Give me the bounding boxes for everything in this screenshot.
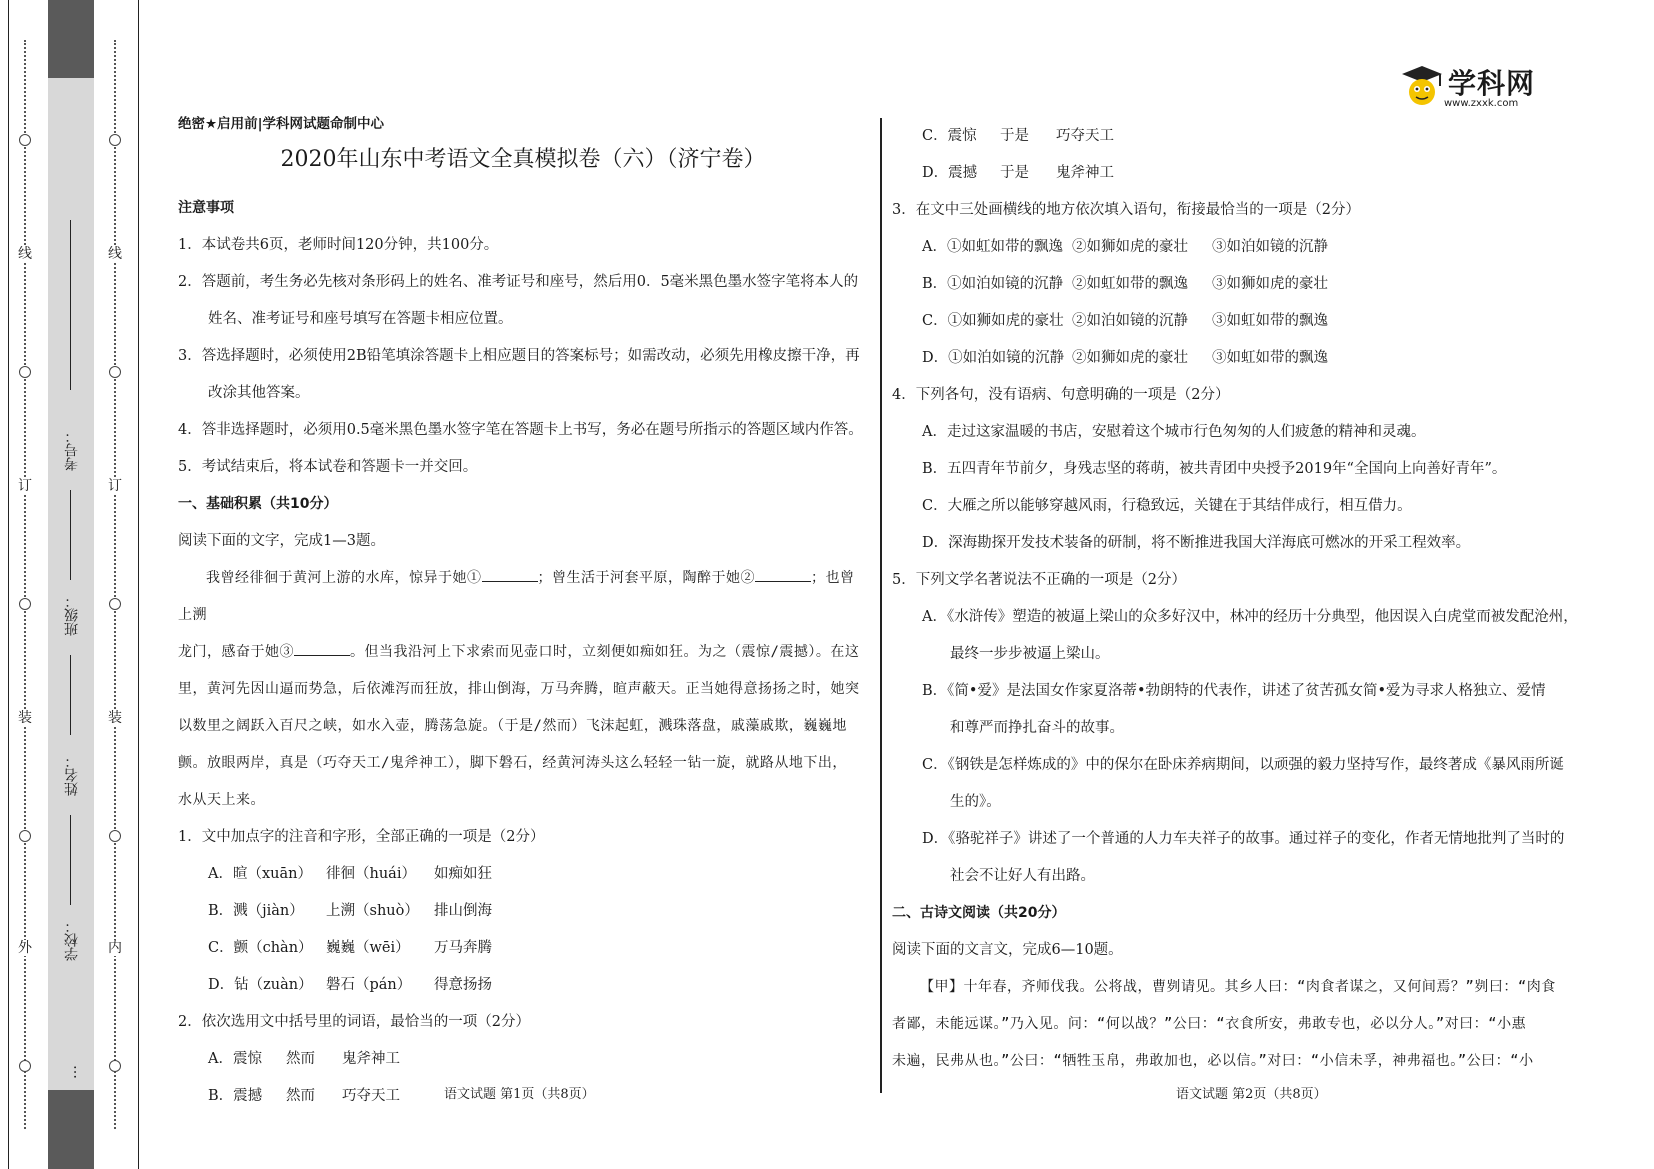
- passage-line: 颤。放眼两岸，真是（巧夺天工/鬼斧神工），脚下磐石，经黄河涛头这么轻轻一钻一旋，就路从地下出，: [178, 755, 847, 771]
- notice-item-cont: 姓名、准考证号和座号填写在答题卡相应位置。: [208, 311, 513, 327]
- answer-option[interactable]: A．走过这家温暖的书店，安慰着这个城市行色匆匆的人们疲惫的精神和灵魂。: [922, 424, 1426, 440]
- answer-option[interactable]: C．大雁之所以能够穿越风雨，行稳致远，关键在于其结伴成行，相互借力。: [922, 498, 1412, 514]
- question-stem: 4．下列各句，没有语病、句意明确的一项是（2分）: [892, 387, 1230, 403]
- secret-header: 绝密★启用前|学科网试题命制中心: [178, 116, 385, 132]
- read-instruction: 阅读下面的文字，完成1—3题。: [178, 533, 385, 549]
- answer-option[interactable]: A．①如虹如带的飘逸 ②如狮如虎的豪壮 ③如泊如镜的沉静: [922, 239, 1328, 255]
- binding-border-inner: [138, 0, 139, 1169]
- class-label: 班级：: [64, 594, 80, 636]
- answer-option[interactable]: C．①如狮如虎的豪壮 ②如泊如镜的沉静 ③如虹如带的飘逸: [922, 313, 1328, 329]
- cut-char-wai: 外: [18, 940, 32, 956]
- page-footer: 语文试题 第2页（共8页）: [1176, 1087, 1327, 1102]
- circle-mark: [19, 830, 31, 842]
- answer-option[interactable]: D．钻（zuàn） 磐石（pán） 得意扬扬: [208, 977, 492, 993]
- blank-1[interactable]: [482, 565, 538, 582]
- circle-mark: [19, 134, 31, 146]
- question-stem: 1．文中加点字的注音和字形，全部正确的一项是（2分）: [178, 829, 545, 845]
- passage-line: 里，黄河先因山逼而势急，后依滩泻而狂放，排山倒海，万马奔腾，暄声蔽天。正当她得意扬扬之时，她突: [178, 681, 860, 697]
- cut-char-xian: 线: [18, 246, 32, 262]
- answer-option[interactable]: B．《简•爱》是法国女作家夏洛蒂•勃朗特的代表作，讲述了贫苦孤女简•爱为寻求人格独立、爱情: [922, 683, 1546, 699]
- answer-option[interactable]: D．深海勘探开发技术装备的研制，将不断推进我国大洋海底可燃冰的开采工程效率。: [922, 535, 1471, 551]
- outer-cut-line: [24, 40, 26, 1129]
- circle-mark: [109, 134, 121, 146]
- answer-option[interactable]: B．震撼 然而 巧夺天工: [208, 1088, 400, 1104]
- answer-option-cont: 最终一步步被逼上梁山。: [950, 646, 1110, 662]
- left-page: [178, 110, 868, 1115]
- answer-option[interactable]: D．①如泊如镜的沉静 ②如狮如虎的豪壮 ③如虹如带的飘逸: [922, 350, 1328, 366]
- blank-2[interactable]: [755, 565, 811, 582]
- class-line[interactable]: [70, 490, 71, 580]
- notice-item-cont: 改涂其他答案。: [208, 385, 310, 401]
- answer-option[interactable]: B．五四青年节前夕，身残志坚的蒋萌，被共青团中央授予2019年“全国向上向善好青年”。: [922, 461, 1507, 477]
- circle-mark: [19, 1060, 31, 1072]
- section-heading: 二、古诗文阅读（共20分）: [892, 905, 1066, 921]
- binding-margin: [0, 0, 140, 1169]
- answer-option[interactable]: C．震惊 于是 巧夺天工: [922, 128, 1114, 144]
- passage-line: 我曾经徘徊于黄河上游的水库，惊异于她① ；曾生活于河套平原，陶醉于她② ；也曾上溯: [178, 560, 868, 634]
- strip-dark-bottom: [48, 1090, 94, 1169]
- inner-cut-line: [114, 40, 116, 1129]
- strip-dark-top: [48, 0, 94, 78]
- notice-heading: 注意事项: [178, 200, 234, 216]
- notice-item: 4．答非选择题时，必须用0.5毫米黑色墨水签字笔在答题卡上书写，务必在题号所指示的答题区域内作答。: [178, 422, 863, 438]
- answer-option[interactable]: C．颤（chàn） 巍巍（wēi） 万马奔腾: [208, 940, 492, 956]
- cut-char-zhuang: 装: [108, 710, 122, 726]
- classical-line: 【甲】十年春，齐师伐我。公将战，曹刿请见。其乡人曰：“肉食者谋之，又何间焉？”刿曰：“肉食: [920, 979, 1556, 995]
- circle-mark: [109, 366, 121, 378]
- question-stem: 5．下列文学名著说法不正确的一项是（2分）: [892, 572, 1186, 588]
- cut-char-ding: 订: [108, 478, 122, 494]
- page-divider: [880, 118, 882, 1093]
- logo-url: www.zxxk.com: [1444, 98, 1519, 109]
- school-line[interactable]: [70, 815, 71, 905]
- cut-char-zhuang: 装: [18, 710, 32, 726]
- question-stem: 2．依次选用文中括号里的词语，最恰当的一项（2分）: [178, 1014, 530, 1030]
- cut-char-nei: 内: [108, 940, 122, 956]
- name-line[interactable]: [70, 655, 71, 735]
- answer-option-cont: 生的》。: [950, 794, 1001, 810]
- school-label: 学校：: [64, 919, 80, 961]
- cut-char-xian: 线: [108, 246, 122, 262]
- passage-line: 以数里之阔跃入百尺之峡，如水入壶，腾荡急旋。（于是/然而）飞沫起虹，溅珠落盘，戚藻戚欺，巍巍地: [178, 718, 847, 734]
- cut-char-ding: 订: [18, 478, 32, 494]
- page-title: 2020年山东中考语文全真模拟卷（六）（济宁卷）: [280, 147, 766, 172]
- answer-option[interactable]: D．《骆驼祥子》讲述了一个普通的人力车夫祥子的故事。通过祥子的变化，作者无情地批判了当时的: [922, 831, 1565, 847]
- notice-item: 2．答题前，考生务必先核对条形码上的姓名、准考证号和座号，然后用0．5毫米黑色墨水签字笔将本人的: [178, 274, 859, 290]
- notice-item: 1．本试卷共6页，老师时间120分钟，共100分。: [178, 237, 499, 253]
- right-page: [892, 118, 1582, 1080]
- answer-option[interactable]: B．溅（jiàn） 上溯（shuò） 排山倒海: [208, 903, 492, 919]
- blank-3[interactable]: [294, 639, 350, 656]
- answer-option[interactable]: B．①如泊如镜的沉静 ②如虹如带的飘逸 ③如狮如虎的豪壮: [922, 276, 1328, 292]
- classical-line: 者鄙，未能远谋。”乃入见。问：“何以战？”公曰：“衣食所安，弗敢专也，必以分人。”对曰：“小惠: [892, 1016, 1527, 1032]
- circle-mark: [19, 598, 31, 610]
- answer-option[interactable]: A．震惊 然而 鬼斧神工: [208, 1051, 400, 1067]
- answer-option[interactable]: A．暄（xuān） 徘徊（huái） 如痴如狂: [208, 866, 492, 882]
- notice-item: 5．考试结束后，将本试卷和答题卡一并交回。: [178, 459, 478, 475]
- mascot-icon: [1396, 62, 1446, 112]
- circle-mark: [109, 598, 121, 610]
- exam-no-label: 考号：: [64, 429, 80, 471]
- question-stem: 3．在文中三处画横线的地方依次填入语句，衔接最恰当的一项是（2分）: [892, 202, 1360, 218]
- circle-mark: [109, 830, 121, 842]
- answer-option[interactable]: A．《水浒传》塑造的被逼上梁山的众多好汉中，林冲的经历十分典型，他因误入白虎堂而被发配沧州，: [922, 609, 1578, 625]
- strip-dots: …: [64, 1065, 80, 1079]
- name-label: 姓名：: [64, 754, 80, 796]
- logo-text: 学科网: [1448, 67, 1536, 100]
- section-heading: 一、基础积累（共10分）: [178, 496, 338, 512]
- answer-option-cont: 社会不让好人有出路。: [950, 868, 1095, 884]
- exam-no-line[interactable]: [70, 220, 71, 390]
- notice-item: 3．答选择题时，必须使用2B铅笔填涂答题卡上相应题目的答案标号；如需改动，必须先用橡皮擦干净，再: [178, 348, 860, 364]
- zxxk-logo[interactable]: [1396, 62, 1536, 114]
- answer-option[interactable]: C．《钢铁是怎样炼成的》中的保尔在卧床养病期间，以顽强的毅力坚持写作，最终著成《暴风雨所诞: [922, 757, 1564, 773]
- read-instruction: 阅读下面的文言文，完成6—10题。: [892, 942, 1123, 958]
- passage-line: 水从天上来。: [178, 792, 265, 808]
- answer-option[interactable]: D．震撼 于是 鬼斧神工: [922, 165, 1114, 181]
- circle-mark: [109, 1060, 121, 1072]
- classical-line: 未遍，民弗从也。”公曰：“牺牲玉帛，弗敢加也，必以信。”对曰：“小信未孚，神弗福也。”公曰：“小: [892, 1053, 1534, 1069]
- passage-line: 龙门，感奋于她③ 。但当我沿河上下求索而见壶口时，立刻便如痴如狂。为之（震惊/震撼）。在这: [178, 634, 868, 671]
- answer-option-cont: 和尊严而挣扎奋斗的故事。: [950, 720, 1124, 736]
- circle-mark: [19, 366, 31, 378]
- page-footer: 语文试题 第1页（共8页）: [444, 1087, 595, 1102]
- binding-border-outer: [8, 0, 9, 1169]
